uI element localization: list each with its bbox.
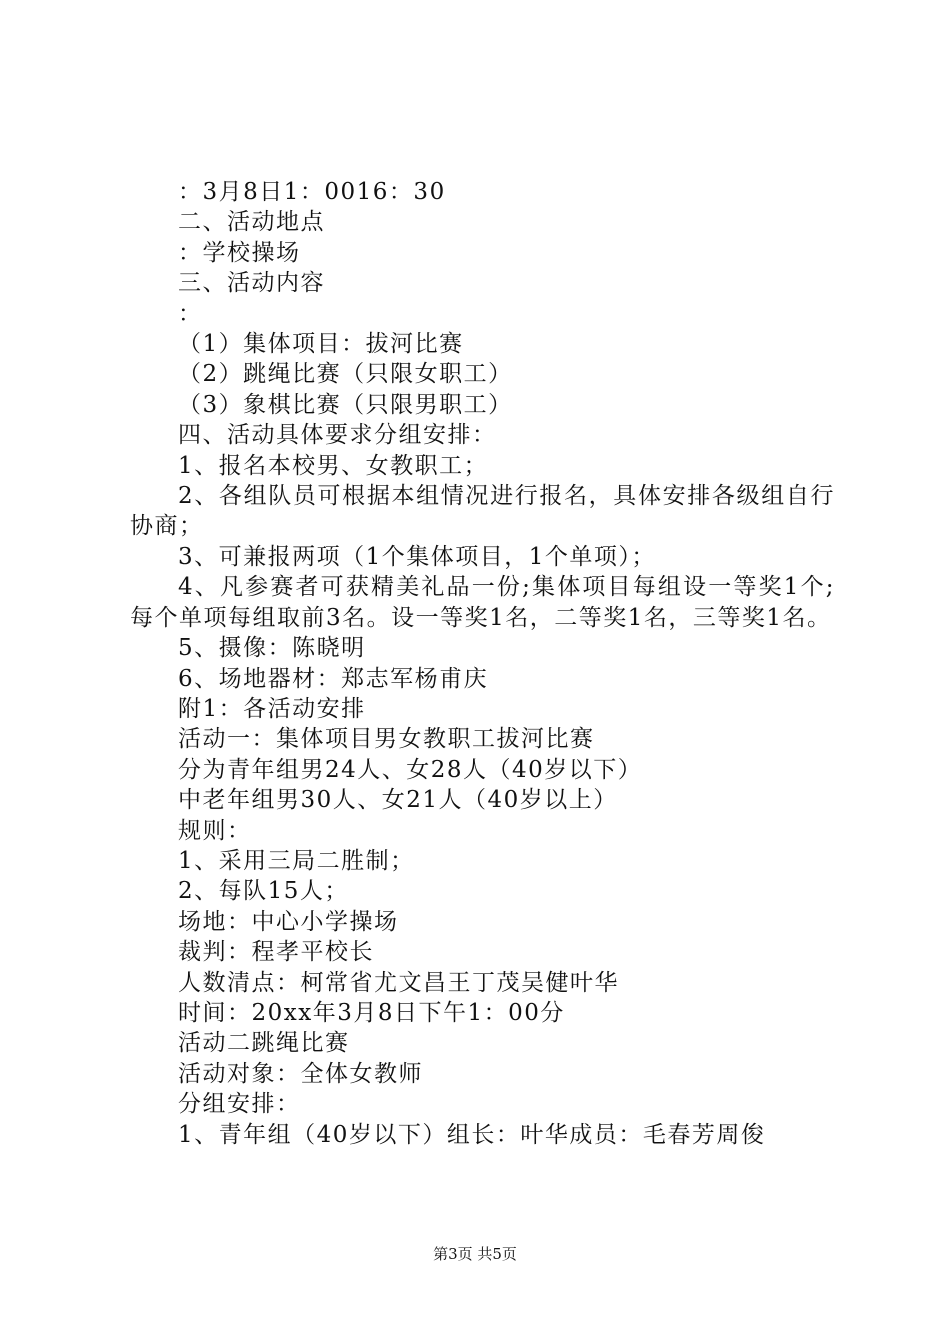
content-item-1: （1）集体项目：拔河比赛: [178, 331, 464, 358]
activity-1-youth-group: 分为青年组男24人、女28人（40岁以下）: [178, 756, 643, 783]
content-item-3: （3）象棋比赛（只限男职工）: [178, 391, 513, 418]
requirement-1: 1、报名本校男、女教职工；: [178, 452, 489, 479]
section-heading-requirements: 四、活动具体要求分组安排：: [178, 422, 497, 449]
grouping-youth: 1、青年组（40岁以下）组长：叶华成员：毛春芳周俊: [178, 1121, 766, 1148]
referee-line: 裁判：程孝平校长: [178, 939, 374, 966]
activity-2-title: 活动二跳绳比赛: [178, 1030, 350, 1057]
rule-2: 2、每队15人；: [178, 878, 349, 905]
requirement-2: 2、各组队员可根据本组情况进行报名，具体安排各级组自行协商；: [130, 483, 835, 540]
requirement-6: 6、场地器材：郑志军杨甫庆: [178, 665, 489, 692]
activity-1-senior-group: 中老年组男30人、女21人（40岁以上）: [178, 787, 618, 814]
document-body: [130, 177, 835, 1150]
venue-line: 场地：中心小学操场: [178, 908, 399, 935]
activity-1-title: 活动一：集体项目男女教职工拔河比赛: [178, 726, 595, 753]
section-heading-content: 三、活动内容: [178, 270, 325, 297]
headcount-line: 人数清点：柯常省尤文昌王丁茂吴健叶华: [178, 969, 619, 996]
activity-1-time: 时间：20xx年3月8日下午1：00分: [178, 999, 565, 1026]
page-number-footer: 第3页 共5页: [433, 1245, 517, 1263]
requirement-4: 4、凡参赛者可获精美礼品一份;集体项目每组设一等奖1个;每个单项每组取前3名。设一等奖1名，二等奖1名，三等奖1名。: [130, 574, 835, 631]
grouping-heading: 分组安排：: [178, 1091, 301, 1118]
rules-heading: 规则：: [178, 817, 252, 844]
content-item-2: （2）跳绳比赛（只限女职工）: [178, 361, 513, 388]
requirement-5: 5、摄像：陈晓明: [178, 635, 366, 662]
requirement-3: 3、可兼报两项（1个集体项目，1个单项）；: [178, 543, 656, 570]
appendix-heading: 附1：各活动安排: [178, 695, 366, 722]
location-line: ：学校操场: [178, 239, 301, 266]
rule-1: 1、采用三局二胜制；: [178, 847, 415, 874]
section-heading-location: 二、活动地点: [178, 209, 325, 236]
time-line: ：3月8日1：0016：30: [178, 179, 446, 205]
content-colon-line: ：: [178, 300, 203, 327]
activity-2-target: 活动对象：全体女教师: [178, 1060, 423, 1087]
